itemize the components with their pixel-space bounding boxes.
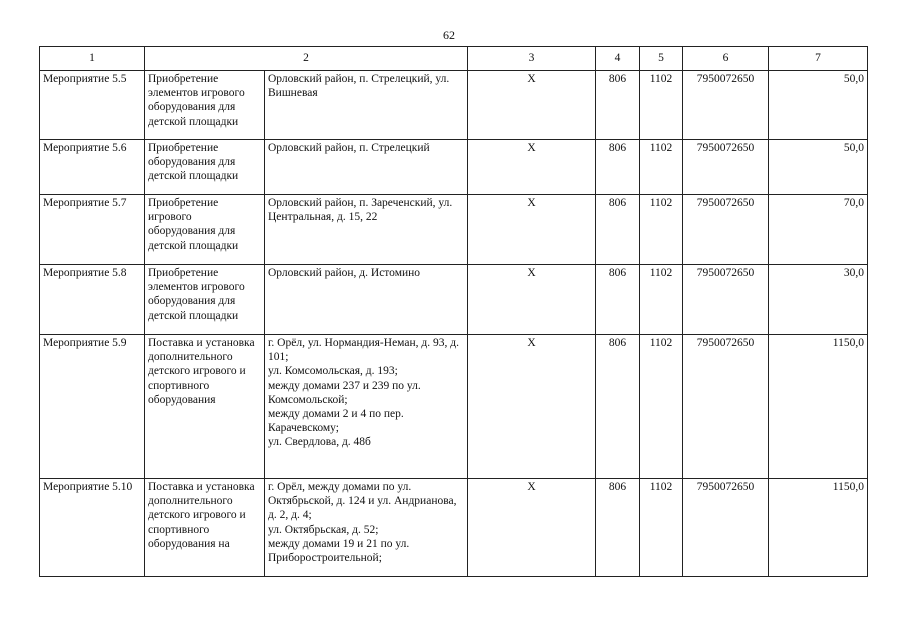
header-col-7: 7 — [769, 47, 868, 71]
col6-cell: 7950072650 — [683, 140, 769, 195]
col4-cell: 806 — [596, 335, 640, 479]
name-cell: Приобретение элементов игрового оборудования для детской площадки — [145, 265, 265, 335]
col5-cell: 1102 — [640, 265, 683, 335]
event-cell: Мероприятие 5.7 — [40, 195, 145, 265]
table-row — [40, 335, 868, 479]
col4-cell: 806 — [596, 71, 640, 140]
location-cell: Орловский район, п. Зареченский, ул. Центральная, д. 15, 22 — [265, 195, 468, 265]
header-col-1: 1 — [40, 47, 145, 71]
col7-cell: 30,0 — [769, 265, 868, 335]
location-cell: Орловский район, п. Стрелецкий — [265, 140, 468, 195]
location-cell: г. Орёл, ул. Нормандия-Неман, д. 93, д. 101; ул. Комсомольская, д. 193; между домами 237 и 239 по ул. Комсомольской; между домами 2 и 4 по пер. Карачевскому; ул. Свердлова, д. 48б — [265, 335, 468, 479]
name-cell: Поставка и установка дополнительного детского игрового и спортивного оборудования — [145, 335, 265, 479]
event-cell: Мероприятие 5.9 — [40, 335, 145, 479]
table-row — [40, 265, 868, 335]
table-row — [40, 195, 868, 265]
col4-cell: 806 — [596, 265, 640, 335]
page-number: 62 — [443, 28, 455, 42]
name-cell: Приобретение оборудования для детской площадки — [145, 140, 265, 195]
col3-cell: Х — [468, 265, 596, 335]
col4-cell: 806 — [596, 195, 640, 265]
col3-cell: Х — [468, 195, 596, 265]
location-cell: Орловский район, п. Стрелецкий, ул. Вишневая — [265, 71, 468, 140]
col5-cell: 1102 — [640, 335, 683, 479]
event-cell: Мероприятие 5.8 — [40, 265, 145, 335]
col5-cell: 1102 — [640, 140, 683, 195]
name-cell: Приобретение элементов игрового оборудования для детской площадки — [145, 71, 265, 140]
col4-cell: 806 — [596, 479, 640, 577]
location-cell: Орловский район, д. Истомино — [265, 265, 468, 335]
col3-cell: Х — [468, 140, 596, 195]
event-cell: Мероприятие 5.10 — [40, 479, 145, 577]
col5-cell: 1102 — [640, 71, 683, 140]
col4-cell: 806 — [596, 140, 640, 195]
header-col-2: 2 — [145, 47, 468, 71]
col6-cell: 7950072650 — [683, 195, 769, 265]
header-col-6: 6 — [683, 47, 769, 71]
col6-cell: 7950072650 — [683, 265, 769, 335]
name-cell: Поставка и установка дополнительного детского игрового и спортивного оборудования на — [145, 479, 265, 577]
col3-cell: Х — [468, 479, 596, 577]
header-col-5: 5 — [640, 47, 683, 71]
col3-cell: Х — [468, 335, 596, 479]
table-row — [40, 479, 868, 577]
name-cell: Приобретение игрового оборудования для детской площадки — [145, 195, 265, 265]
event-cell: Мероприятие 5.6 — [40, 140, 145, 195]
col7-cell: 50,0 — [769, 140, 868, 195]
location-cell: г. Орёл, между домами по ул. Октябрьской, д. 124 и ул. Андрианова, д. 2, д. 4; ул. Октябрьская, д. 52; между домами 19 и 21 по ул. Приборостроительной; — [265, 479, 468, 577]
event-cell: Мероприятие 5.5 — [40, 71, 145, 140]
header-col-3: 3 — [468, 47, 596, 71]
header-col-4: 4 — [596, 47, 640, 71]
col7-cell: 1150,0 — [769, 479, 868, 577]
col7-cell: 1150,0 — [769, 335, 868, 479]
col5-cell: 1102 — [640, 479, 683, 577]
table-header-row — [40, 47, 868, 71]
col7-cell: 70,0 — [769, 195, 868, 265]
col6-cell: 7950072650 — [683, 479, 769, 577]
col6-cell: 7950072650 — [683, 71, 769, 140]
col6-cell: 7950072650 — [683, 335, 769, 479]
budget-table — [39, 46, 868, 577]
col5-cell: 1102 — [640, 195, 683, 265]
col3-cell: Х — [468, 71, 596, 140]
table-row — [40, 71, 868, 140]
table-row — [40, 140, 868, 195]
col7-cell: 50,0 — [769, 71, 868, 140]
